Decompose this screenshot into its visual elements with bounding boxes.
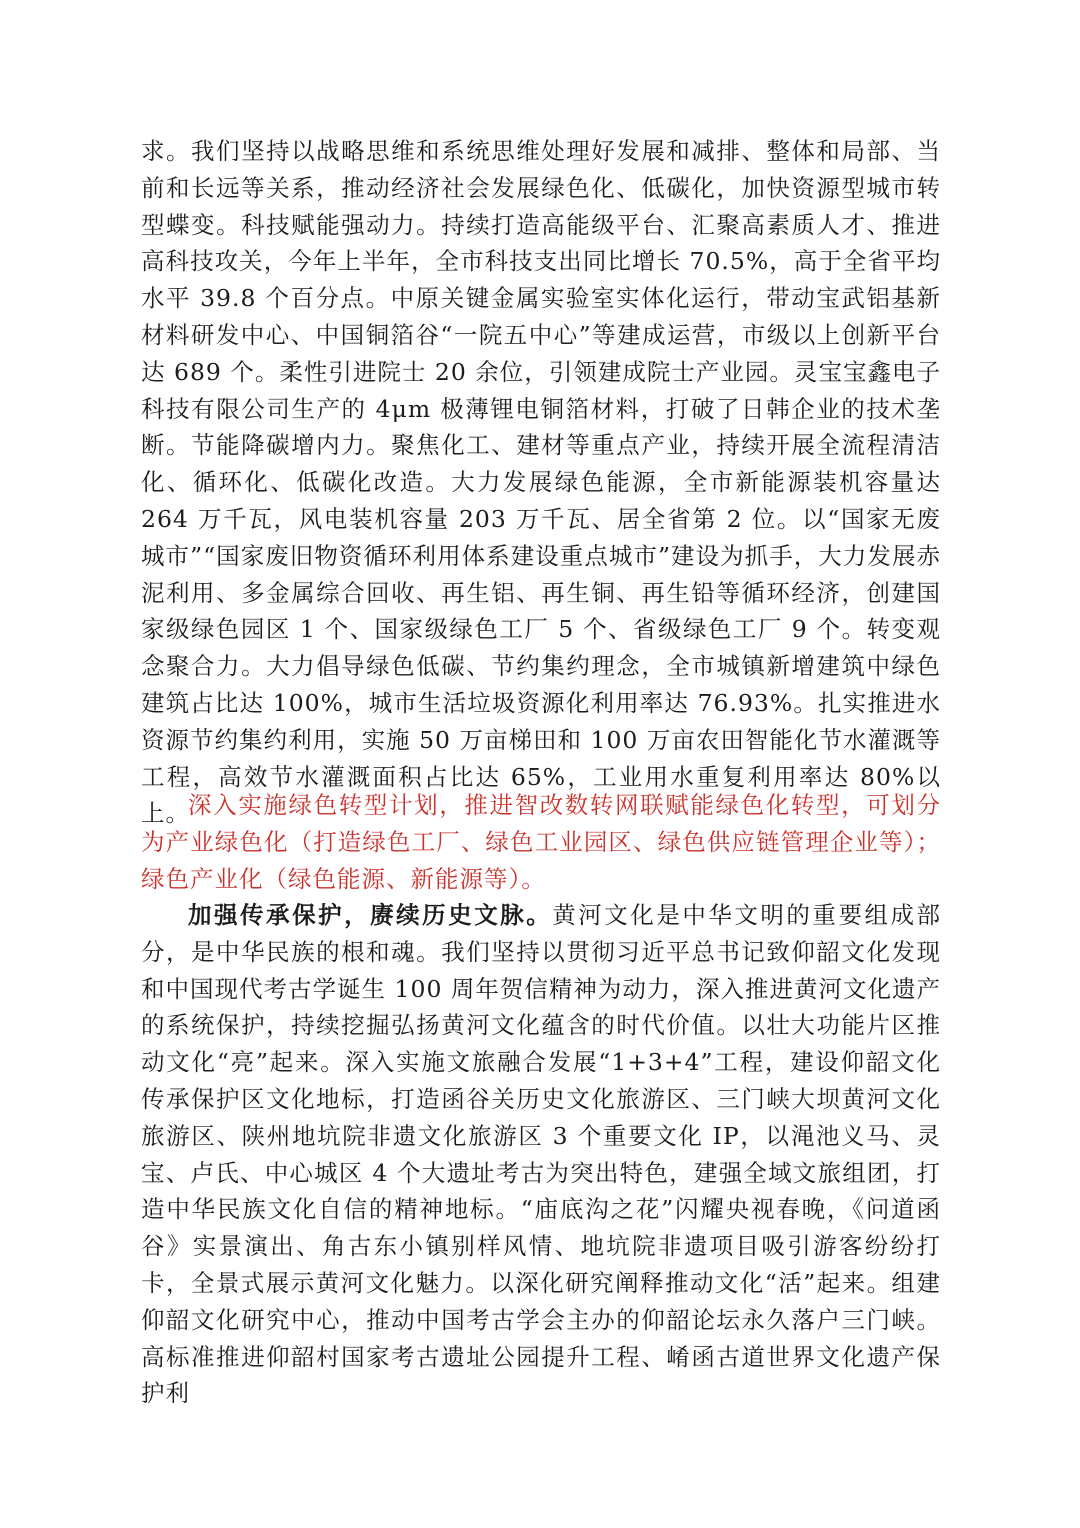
paragraph-text: 黄河文化是中华文明的重要组成部分，是中华民族的根和魂。我们坚持以贯彻习近平总书记致仰韶文化发现和中国现代考古学诞生 100 周年贺信精神为动力，深入推进黄河文化遗产的系统保护，持续挖掘弘扬黄河文化蕴含的时代价值。以壮大功能片区推动文化“亮”起来。深入实施文旅融合发展“1+3+4”工程，建设仰韶文化传承保护区文化地标，打造函谷关历史文化旅游区、三门峡大坝黄河文化旅游区、陕州地坑院非遗文化旅游区 3 个重要文化 IP，以渑池义马、灵宝、卢氏、中心城区 4 个大遗址考古为突出特色，建强全域文旅组团，打造中华民族文化自信的精神地标。“庙底沟之花”闪耀央视春晚，《问道函谷》实景演出、角古东小镇别样风情、地坑院非遗项目吸引游客纷纷打卡，全景式展示黄河文化魅力。以深化研究阐释推动文化“活”起来。组建仰韶文化研究中心，推动中国考古学会主办的仰韶论坛永久落户三门峡。高标准推进仰韶村国家考古遗址公园提升工程、崤函古道世界文化遗产保护利 bbox=[141, 901, 941, 1408]
annotation-note bbox=[141, 787, 941, 897]
annotation-text: 深入实施绿色转型计划，推进智改数转网联赋能绿色化转型，可划分为产业绿色化（打造绿色工厂、绿色工业园区、绿色供应链管理企业等）；绿色产业化（绿色能源、新能源等）。 bbox=[141, 791, 941, 893]
paragraph-green-transition bbox=[141, 133, 941, 832]
paragraph-heritage-protection bbox=[141, 897, 941, 1412]
paragraph-heading: 加强传承保护，赓续历史文脉。 bbox=[188, 901, 553, 929]
paragraph-body bbox=[141, 897, 941, 1412]
paragraph-text: 求。我们坚持以战略思维和系统思维处理好发展和减排、整体和局部、当前和长远等关系，推动经济社会发展绿色化、低碳化，加快资源型城市转型蝶变。科技赋能强动力。持续打造高能级平台、汇聚高素质人才、推进高科技攻关，今年上半年，全市科技支出同比增长 70.5%，高于全省平均水平 39.8 个百分点。中原关键金属实验室实体化运行，带动宝武铝基新材料研发中心、中国铜箔谷“一院五中心”等建成运营，市级以上创新平台达 689 个。柔性引进院士 20 余位，引领建成院士产业园。灵宝宝鑫电子科技有限公司生产的 4μm 极薄锂电铜箔材料，打破了日韩企业的技术垄断。节能降碳增内力。聚焦化工、建材等重点产业，持续开展全流程清洁化、循环化、低碳化改造。大力发展绿色能源，全市新能源装机容量达 264 万千瓦，风电装机容量 203 万千瓦、居全省第 2 位。以“国家无废城市”“国家废旧物资循环利用体系建设重点城市”建设为抓手，大力发展赤泥利用、多金属综合回收、再生铝、再生铜、再生铅等循环经济，创建国家级绿色园区 1 个、国家级绿色工厂 5 个、省级绿色工厂 9 个。转变观念聚合力。大力倡导绿色低碳、节约集约理念，全市城镇新增建筑中绿色建筑占比达 100%，城市生活垃圾资源化利用率达 76.93%。扎实推进水资源节约集约利用，实施 50 万亩梯田和 100 万亩农田智能化节水灌溉等工程，高效节水灌溉面积占比达 65%，工业用水重复利用率达 80%以上。 bbox=[141, 137, 941, 828]
